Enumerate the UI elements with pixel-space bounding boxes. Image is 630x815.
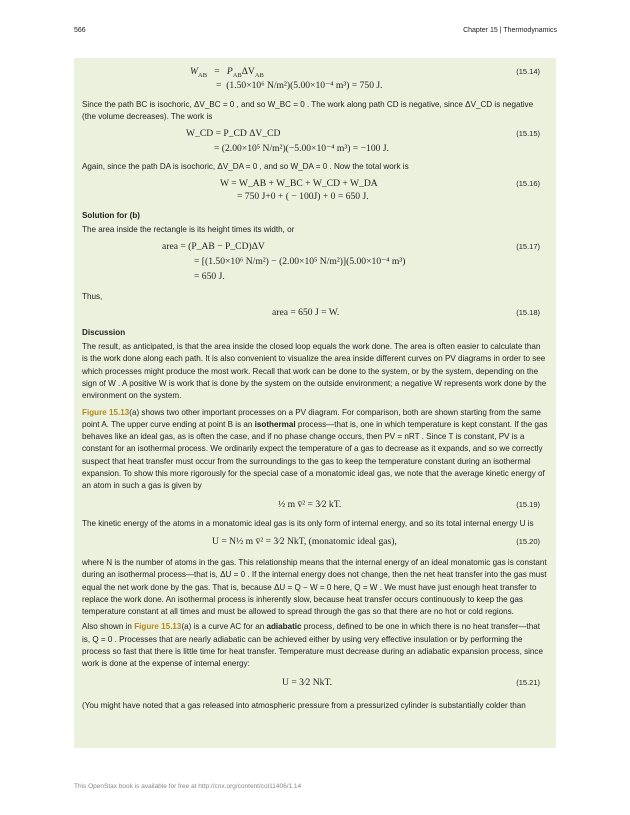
- equation-number: (15.15): [516, 128, 540, 138]
- equation-15-16: W = W_AB + W_BC + W_CD + W_DA = 750 J+0 + ( − 100J) + 0 = 650 J. (15.16): [220, 177, 540, 202]
- footer-note: This OpenStax book is available for free at http://cnx.org/content/col11406/1.14: [74, 783, 302, 790]
- equation-number: (15.18): [516, 307, 540, 317]
- paragraph: The kinetic energy of the atoms in a monatomic ideal gas is its only form of internal energy, and so its total internal energy U is: [82, 518, 534, 528]
- paragraph: Figure 15.13(a) shows two other important processes on a PV diagram. For comparison, both are shown starting from the same point A. The upper curve ending at point B is an isothermal process—that is, one in which temperature is kept constant. If the gas behaves like an ideal gas, as is often the case, and if no phase change occurs, then PV = nRT . Since T is constant, PV is a constant for an isothermal process. We ordinarily expect the temperature of a gas to decrease as it expands, and so we correctly suspect that heat transfer must occur from the surroundings to the gas to keep the temperature constant during an isothermal expansion. To show this more rigorously for the special case of a monatomic ideal gas, we note that the average kinetic energy of an atom in such a gas is given by: [82, 407, 548, 491]
- paragraph: Thus,: [82, 292, 103, 302]
- equation-15-21: U = 3⁄2 NkT. (15.21): [282, 676, 540, 688]
- equation-number: (15.17): [516, 242, 540, 252]
- equation-number: (15.16): [516, 178, 540, 188]
- equation-15-20: U = N½ m v̄² = 3⁄2 NkT, (monatomic ideal gas), (15.20): [212, 535, 540, 547]
- section-heading: Discussion: [82, 327, 126, 337]
- paragraph: Since the path BC is isochoric, ΔV_BC = 0 , and so W_BC = 0 . The work along path CD is negative, since ΔV_CD is negative (the volume decreases). The work is: [82, 100, 534, 122]
- equation-number: (15.19): [516, 499, 540, 509]
- paragraph: Also shown in Figure 15.13(a) is a curve AC for an adiabatic process, defined to be one in which there is no heat transfer—that is, Q = 0 . Processes that are nearly adiabatic can be achieved either by using very effective insulation or by performing the process so fast that there is little time for heat transfer. Temperature must decrease during an adiabatic expansion process, since work is done at the expense of internal energy:: [82, 622, 543, 669]
- equation-15-17: area = (P_AB − P_CD)ΔV = [(1.50×10⁶ N/m²) − (2.00×10⁵ N/m²)](5.00×10⁻⁴ m³) = 650 J. (15.17): [162, 241, 540, 283]
- figure-link[interactable]: Figure 15.13: [134, 622, 182, 632]
- example-panel: [74, 58, 556, 748]
- paragraph: where N is the number of atoms in the gas. This relationship means that the internal energy of an ideal monatomic gas is constant during an isothermal process—that is, ΔU = 0 . If the internal energy does not change, then the net heat transfer into the gas must equal the net work done by the gas. That is, because ΔU = Q − W = 0 here, Q = W . We must have just enough heat transfer to replace the work done. An isothermal process is inherently slow, because heat transfer occurs continuously to keep the gas temperature constant at all times and must be allowed to spread through the gas so that there are no hot or cold regions.: [82, 557, 547, 617]
- equation-15-18: area = 650 J = W. (15.18): [272, 306, 540, 318]
- figure-link[interactable]: Figure 15.13: [82, 407, 130, 417]
- equation-15-15: W_CD = P_CD ΔV_CD = (2.00×10⁵ N/m²)(−5.00×10⁻⁴ m³) = −100 J. (15.15): [186, 127, 540, 154]
- page-number: 566: [74, 27, 86, 34]
- equation-15-19: ½ m v̄² = 3⁄2 kT. (15.19): [278, 498, 540, 510]
- equation-number: (15.21): [516, 677, 540, 687]
- chapter-title: Chapter 15 | Thermodynamics: [463, 27, 557, 34]
- paragraph: The area inside the rectangle is its height times its width, or: [82, 225, 295, 235]
- paragraph: (You might have noted that a gas released into atmospheric pressure from a pressurized cylinder is substantially colder than: [82, 700, 526, 710]
- section-heading: Solution for (b): [82, 210, 140, 220]
- paragraph: The result, as anticipated, is that the area inside the closed loop equals the work done. The area is often easier to calculate than is the work done along each path. It is also convenient to visualize the area inside different curves on PV diagrams in order to see which processes might produce the most work. Recall that work can be done to the system, or by the system, depending on the sign of W . A positive W is work that is done by the system on the outside environment; a negative W represents work done by the environment on the system.: [82, 342, 547, 401]
- equation-15-14: $W_{AB} = P_{AB}\Delta V_{AB}$ = (1.50×10⁶ N/m²)(5.00×10⁻⁴ m³) = 750 J. (15.14): [190, 66, 540, 91]
- equation-number: (15.14): [516, 67, 540, 76]
- paragraph: Again, since the path DA is isochoric, ΔV_DA = 0 , and so W_DA = 0 . Now the total work is: [82, 161, 409, 171]
- equation-number: (15.20): [516, 536, 540, 546]
